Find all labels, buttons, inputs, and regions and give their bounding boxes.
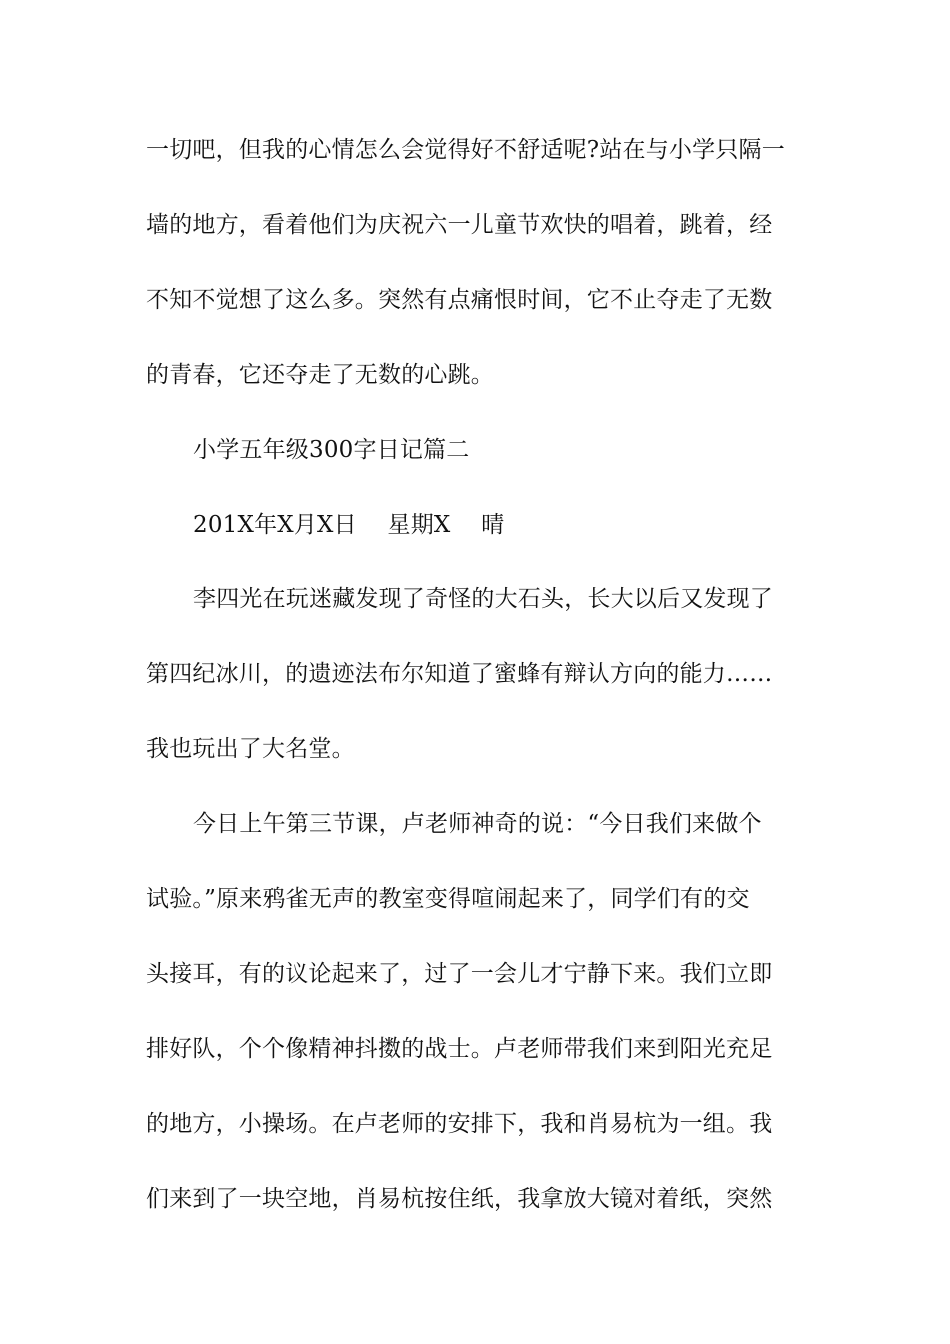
paragraph-line: 头接耳，有的议论起来了，过了一会儿才宁静下来。我们立即 xyxy=(146,961,773,987)
paragraph-line: 李四光在玩迷藏发现了奇怪的大石头，长大以后又发现了 xyxy=(193,586,773,612)
paragraph-line: 的地方，小操场。在卢老师的安排下，我和肖易杭为一组。我 xyxy=(146,1111,773,1137)
paragraph-line: 排好队，个个像精神抖擞的战士。卢老师带我们来到阳光充足 xyxy=(146,1036,773,1062)
paragraph-line: 不知不觉想了这么多。突然有点痛恨时间，它不止夺走了无数 xyxy=(146,287,773,313)
section-title: 小学五年级300字日记篇二 xyxy=(193,437,470,463)
paragraph-line: 今日上午第三节课，卢老师神奇的说：“今日我们来做个 xyxy=(193,811,762,837)
paragraph-line: 们来到了一块空地，肖易杭按住纸，我拿放大镜对着纸，突然 xyxy=(146,1186,773,1212)
paragraph-line: 我也玩出了大名堂。 xyxy=(146,736,355,762)
diary-date: 201X年X月X日 星期X 晴 xyxy=(193,512,505,538)
paragraph-line: 试验。”原来鸦雀无声的教室变得喧闹起来了，同学们有的交 xyxy=(146,886,750,912)
paragraph-line: 一切吧，但我的心情怎么会觉得好不舒适呢?站在与小学只隔一 xyxy=(146,137,785,163)
paragraph-line: 墙的地方，看着他们为庆祝六一儿童节欢快的唱着，跳着，经 xyxy=(146,212,773,238)
paragraph-line: 第四纪冰川，的遗迹法布尔知道了蜜蜂有辩认方向的能力…… xyxy=(146,661,773,687)
paragraph-line: 的青春，它还夺走了无数的心跳。 xyxy=(146,362,494,388)
